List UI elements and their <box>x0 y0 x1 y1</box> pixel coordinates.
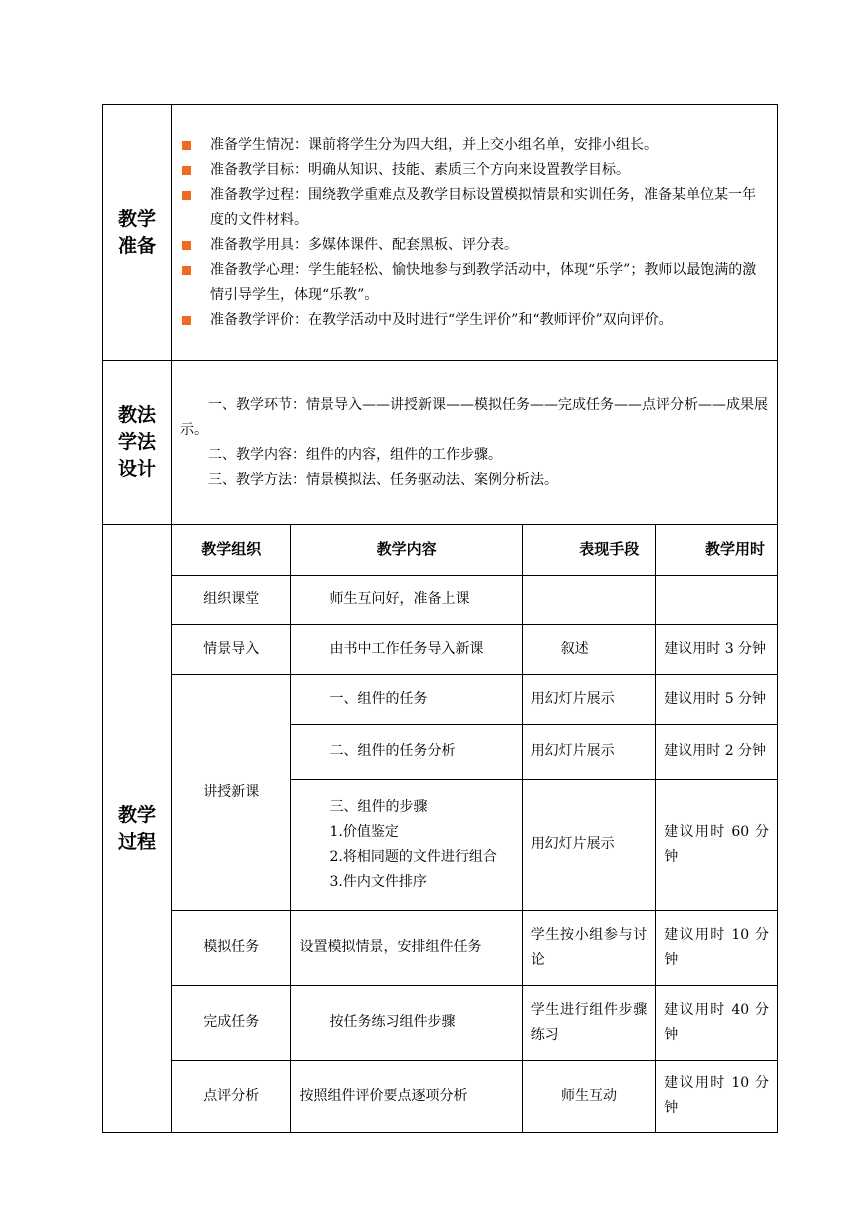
cell-org: 讲授新课 <box>172 674 291 910</box>
table-row <box>172 575 777 624</box>
cell-time: 建议用时 10 分钟 <box>656 1060 777 1132</box>
table-row <box>172 910 777 985</box>
cell-time: 建议用时 5 分钟 <box>656 674 777 724</box>
method-paragraph: 一、教学环节：情景导入——讲授新课——模拟任务——完成任务——点评分析——成果展示。 <box>180 396 768 438</box>
cell-content: 由书中工作任务导入新课 <box>291 624 522 674</box>
method-content <box>172 361 778 525</box>
table-row <box>172 674 777 724</box>
square-bullet-icon <box>182 166 191 175</box>
cell-content: 一、组件的任务 <box>291 674 522 724</box>
cell-means <box>522 575 656 624</box>
cell-time: 建议用时 40 分钟 <box>656 985 777 1060</box>
prep-list <box>182 133 769 333</box>
header-org: 教学组织 <box>172 525 291 575</box>
process-table <box>172 525 777 1132</box>
method-row <box>103 361 778 525</box>
process-row <box>103 525 778 1133</box>
cell-time: 建议用时 10 分钟 <box>656 910 777 985</box>
cell-means: 师生互动 <box>522 1060 656 1132</box>
header-means: 表现手段 <box>522 525 656 575</box>
header-time: 教学用时 <box>656 525 777 575</box>
table-row <box>172 624 777 674</box>
square-bullet-icon <box>182 266 191 275</box>
square-bullet-icon <box>182 316 191 325</box>
cell-means: 用幻灯片展示 <box>522 779 656 910</box>
process-content <box>172 525 778 1133</box>
list-item: 准备教学过程：围绕教学重难点及教学目标设置模拟情景和实训任务，准备某单位某一年度的文件材料。 <box>182 183 769 233</box>
method-paragraph: 三、教学方法：情景模拟法、任务驱动法、案例分析法。 <box>208 471 558 488</box>
list-item: 准备学生情况：课前将学生分为四大组，并上交小组名单，安排小组长。 <box>182 133 769 158</box>
cell-time: 建议用时 3 分钟 <box>656 624 777 674</box>
cell-content: 二、组件的任务分析 <box>291 724 522 779</box>
lesson-plan-page <box>102 104 778 1133</box>
list-item: 准备教学目标：明确从知识、技能、素质三个方向来设置教学目标。 <box>182 158 769 183</box>
cell-org: 情景导入 <box>172 624 291 674</box>
cell-content: 三、组件的步骤 1.价值鉴定 2.将相同题的文件进行组合 3.件内文件排序 <box>291 779 522 910</box>
cell-means: 用幻灯片展示 <box>522 674 656 724</box>
cell-means: 学生进行组件步骤练习 <box>522 985 656 1060</box>
table-header-row <box>172 525 777 575</box>
method-label: 教法 学法 设计 <box>103 361 172 525</box>
list-item: 准备教学心理：学生能轻松、愉快地参与到教学活动中，体现“乐学”；教师以最饱满的激情引导学生，体现“乐教”。 <box>182 258 769 308</box>
cell-means: 学生按小组参与讨论 <box>522 910 656 985</box>
square-bullet-icon <box>182 141 191 150</box>
cell-org: 完成任务 <box>172 985 291 1060</box>
square-bullet-icon <box>182 191 191 200</box>
cell-content: 师生互问好，准备上课 <box>291 575 522 624</box>
cell-org: 组织课堂 <box>172 575 291 624</box>
header-content: 教学内容 <box>291 525 522 575</box>
lesson-plan-table <box>102 104 778 1133</box>
method-paragraph: 二、教学内容：组件的内容，组件的工作步骤。 <box>208 446 502 463</box>
prep-label: 教学 准备 <box>103 105 172 361</box>
cell-content: 设置模拟情景，安排组件任务 <box>291 910 522 985</box>
cell-content: 按任务练习组件步骤 <box>291 985 522 1060</box>
cell-content: 按照组件评价要点逐项分析 <box>291 1060 522 1132</box>
cell-means: 叙述 <box>522 624 656 674</box>
cell-org: 点评分析 <box>172 1060 291 1132</box>
square-bullet-icon <box>182 241 191 250</box>
cell-means: 用幻灯片展示 <box>522 724 656 779</box>
table-row <box>172 1060 777 1132</box>
list-item: 准备教学评价：在教学活动中及时进行“学生评价”和“教师评价”双向评价。 <box>182 308 769 333</box>
cell-time: 建议用时 60 分钟 <box>656 779 777 910</box>
prep-content <box>172 105 778 361</box>
prep-row <box>103 105 778 361</box>
cell-time: 建议用时 2 分钟 <box>656 724 777 779</box>
list-item: 准备教学用具：多媒体课件、配套黑板、评分表。 <box>182 233 769 258</box>
cell-org: 模拟任务 <box>172 910 291 985</box>
table-row <box>172 985 777 1060</box>
cell-time <box>656 575 777 624</box>
process-label: 教学 过程 <box>103 525 172 1133</box>
